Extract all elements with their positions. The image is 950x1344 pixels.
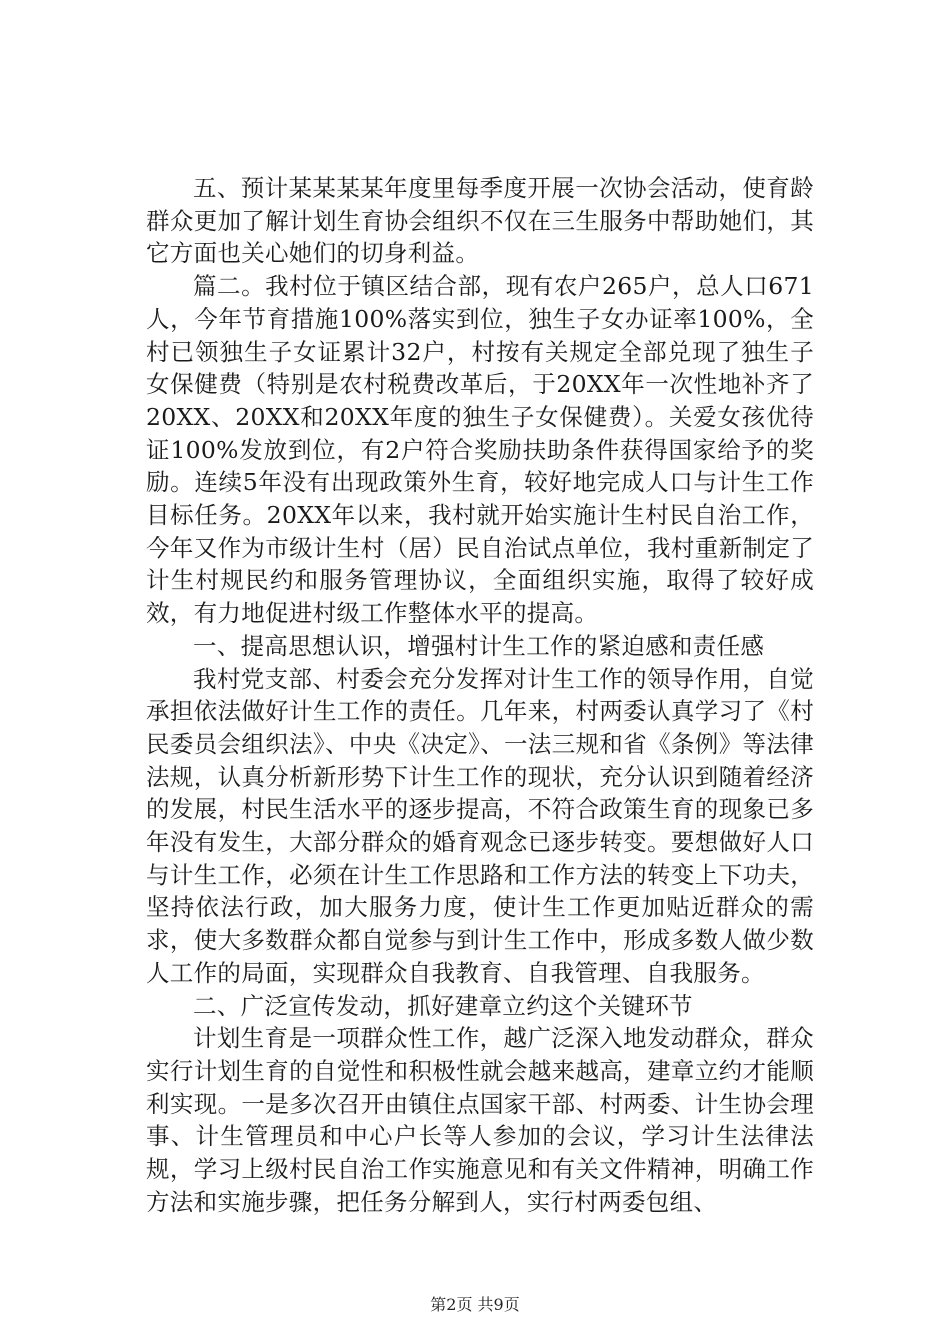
document-body — [146, 172, 814, 1219]
section-heading-2: 二、广泛宣传发动，抓好建章立约这个关键环节 — [193, 991, 693, 1020]
section-heading-1: 一、提高思想认识，增强村计生工作的紧迫感和责任感 — [193, 631, 765, 660]
paragraph-3: 我村党支部、村委会充分发挥对计生工作的领导作用，自觉承担依法做好计生工作的责任。几年来，村两委认真学习了《村民委员会组织法》、中央《决定》、一法三规和省《条例》等法律法规，认真分析新形势下计生工作的现状，充分认识到随着经济的发展，村民生活水平的逐步提高，不符合政策生育的现象已多年没有发生，大部分群众的婚育观念已逐步转变。要想做好人口与计生工作，必须在计生工作思路和工作方法的转变上下功夫，坚持依法行政，加大服务力度，使计生工作更加贴近群众的需求，使大多数群众都自觉参与到计生工作中，形成多数人做少数人工作的局面，实现群众自我教育、自我管理、自我服务。 — [146, 664, 814, 987]
paragraph-4: 计划生育是一项群众性工作，越广泛深入地发动群众，群众实行计划生育的自觉性和积极性就会越来越高，建章立约才能顺利实现。一是多次召开由镇住点国家干部、村两委、计生协会理事、计生管理员和中心户长等人参加的会议，学习计生法律法规，学习上级村民自治工作实施意见和有关文件精神，明确工作方法和实施步骤，把任务分解到人，实行村两委包组、 — [146, 1024, 814, 1216]
paragraph-2: 篇二。我村位于镇区结合部，现有农户265户，总人口671人，今年节育措施100%落实到位，独生子女办证率100%，全村已领独生子女证累计32户，村按有关规定全部兑现了独生子女保健费（特别是农村税费改革后，于20XX年一次性地补齐了20XX、20XX和20XX年度的独生子女保健费）。关爱女孩优待证100%发放到位，有2户符合奖励扶助条件获得国家给予的奖励。连续5年没有出现政策外生育，较好地完成人口与计生工作目标任务。20XX年以来，我村就开始实施计生村民自治工作，今年又作为市级计生村（居）民自治试点单位，我村重新制定了计生村规民约和服务管理协议，全面组织实施，取得了较好成效，有力地促进村级工作整体水平的提高。 — [146, 272, 814, 628]
paragraph-1: 五、预计某某某某年度里每季度开展一次协会活动，使育龄群众更加了解计划生育协会组织不仅在三生服务中帮助她们，其它方面也关心她们的切身利益。 — [146, 174, 814, 268]
page-number-footer: 第2页 共9页 — [430, 1295, 520, 1314]
